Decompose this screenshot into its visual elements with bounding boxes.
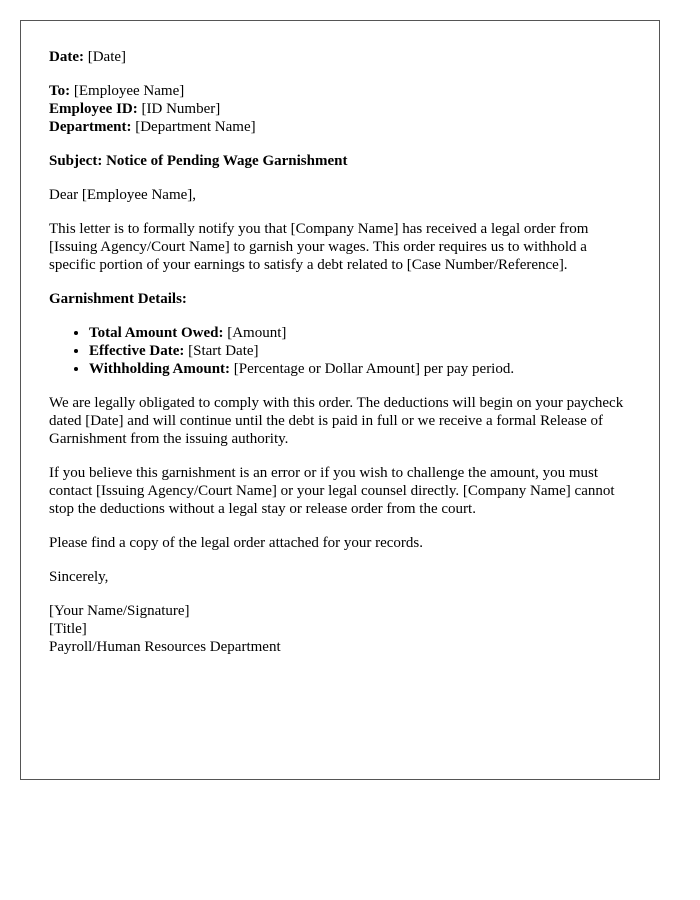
obligation-paragraph: We are legally obligated to comply with this order. The deductions will begin on your paycheck dated [Date] and will continue until the debt is paid in full or we receive a formal Release of Garnishment from the issuing authority.: [49, 395, 624, 447]
department-line: [49, 118, 631, 136]
total-owed-label: Total Amount Owed:: [89, 325, 224, 341]
to-value: [Employee Name]: [73, 83, 185, 99]
withholding-amount-value: [Percentage or Dollar Amount] per pay period.: [233, 361, 515, 377]
to-label: To:: [49, 83, 71, 99]
department-value: [Department Name]: [135, 119, 256, 135]
letter-page: [20, 20, 660, 780]
subject-line: Subject: Notice of Pending Wage Garnishment: [49, 153, 348, 169]
date-value: [Date]: [87, 49, 127, 65]
details-heading: Garnishment Details:: [49, 291, 187, 307]
list-item: [89, 324, 631, 342]
details-list: [49, 324, 631, 378]
attachment-paragraph: Please find a copy of the legal order attached for your records.: [49, 535, 424, 551]
employee-id-label: Employee ID:: [49, 101, 138, 117]
intro-paragraph: This letter is to formally notify you that [Company Name] has received a legal order from [Issuing Agency/Court Name] to garnish your wages. This order requires us to withhold a specific portion of your earnings to satisfy a debt related to [Case Number/Reference].: [49, 221, 589, 273]
date-line: [49, 48, 631, 66]
effective-date-value: [Start Date]: [188, 343, 259, 359]
total-owed-value: [Amount]: [227, 325, 287, 341]
employee-id-line: [49, 100, 631, 118]
closing: Sincerely,: [49, 569, 109, 585]
challenge-paragraph: If you believe this garnishment is an error or if you wish to challenge the amount, you must contact [Issuing Agency/Court Name] or your legal counsel directly. [Company Name] cannot stop the deductions without a legal stay or release order from the court.: [49, 465, 615, 517]
effective-date-label: Effective Date:: [89, 343, 185, 359]
department-label: Department:: [49, 119, 132, 135]
recipient-block: [49, 82, 631, 136]
employee-id-value: [ID Number]: [141, 101, 221, 117]
to-line: [49, 82, 631, 100]
list-item: [89, 360, 631, 378]
signature-block: [49, 602, 631, 656]
salutation: Dear [Employee Name],: [49, 187, 197, 203]
list-item: [89, 342, 631, 360]
signature-title: [Title]: [49, 621, 87, 637]
withholding-amount-label: Withholding Amount:: [89, 361, 231, 377]
signature-name: [Your Name/Signature]: [49, 603, 190, 619]
date-label: Date:: [49, 49, 84, 65]
signature-department: Payroll/Human Resources Department: [49, 639, 281, 655]
